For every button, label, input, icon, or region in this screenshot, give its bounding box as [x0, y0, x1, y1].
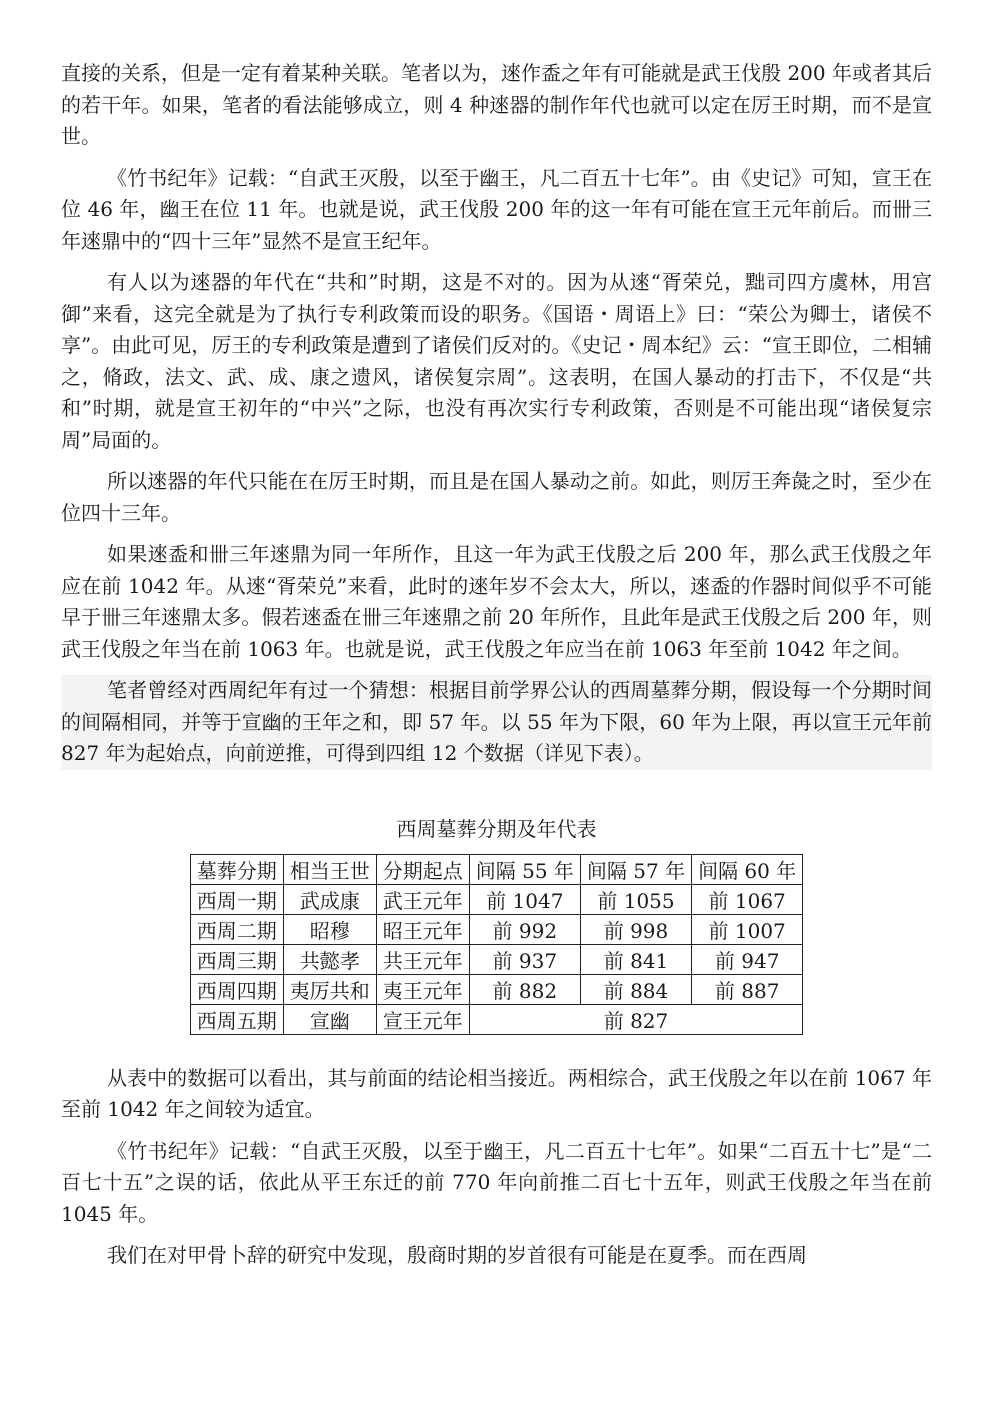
table-cell: 前 992 [469, 914, 580, 944]
table-row [190, 884, 803, 914]
table-cell: 前 1055 [580, 884, 691, 914]
table-row [190, 914, 803, 944]
table-cell: 前 947 [692, 944, 803, 974]
table-cell: 西周二期 [190, 914, 283, 944]
table-cell: 夷厉共和 [283, 974, 376, 1004]
table-cell: 共王元年 [376, 944, 469, 974]
table-cell: 宣王元年 [376, 1004, 469, 1034]
header-cell: 墓葬分期 [190, 854, 283, 884]
table-cell: 武成康 [283, 884, 376, 914]
header-cell: 相当王世 [283, 854, 376, 884]
chronology-table [190, 854, 804, 1035]
table-cell: 前 887 [692, 974, 803, 1004]
paragraph-4: 所以逨器的年代只能在在厉王时期，而且是在国人暴动之前。如此，则厉王奔彘之时，至少在位四十三年。 [61, 469, 932, 525]
paragraph-8: 《竹书纪年》记载：“自武王灭殷，以至于幽王，凡二百五十七年”。如果“二百五十七”是“二百七十五”之误的话，依此从平王东迁的前 770 年向前推二百七十五年，则武王伐殷之年当在前 1045 年。 [61, 1138, 932, 1226]
paragraph-9: 我们在对甲骨卜辞的研究中发现，殷商时期的岁首很有可能是在夏季。而在西周 [107, 1243, 807, 1267]
table-cell: 前 1067 [692, 884, 803, 914]
table-cell: 前 884 [580, 974, 691, 1004]
paragraph-7: 从表中的数据可以看出，其与前面的结论相当接近。两相综合，武王伐殷之年以在前 1067 年至前 1042 年之间较为适宜。 [61, 1065, 932, 1121]
paragraph-2: 《竹书纪年》记载：“自武王灭殷，以至于幽王，凡二百五十七年”。由《史记》可知，宣王在位 46 年，幽王在位 11 年。也就是说，武王伐殷 200 年的这一年有可能在宣王元年前后。而卌三年逨鼎中的“四十三年”显然不是宣王纪年。 [61, 165, 932, 253]
table-cell: 前 882 [469, 974, 580, 1004]
header-cell: 间隔 55 年 [469, 854, 580, 884]
paragraph-5: 如果逨盉和卌三年逨鼎为同一年所作，且这一年为武王伐殷之后 200 年，那么武王伐殷之年应在前 1042 年。从逨“胥荣兑”来看，此时的逨年岁不会太大，所以，逨盉的作器时间似乎不可能早于卌三年逨鼎太多。假若逨盉在卌三年逨鼎之前 20 年所作，且此年是武王伐殷之后 200 年，则武王伐殷之年当在前 1063 年。也就是说，武王伐殷之年应当在前 1063 年至前 1042 年之间。 [61, 542, 932, 661]
table-cell: 西周五期 [190, 1004, 283, 1034]
document-page [61, 58, 932, 1282]
table-cell: 共懿孝 [283, 944, 376, 974]
table-row [190, 974, 803, 1004]
table-cell: 西周四期 [190, 974, 283, 1004]
table-cell-merged: 前 827 [469, 1004, 803, 1034]
table-cell: 前 937 [469, 944, 580, 974]
table-cell: 前 1007 [692, 914, 803, 944]
table-cell: 昭穆 [283, 914, 376, 944]
table-cell: 西周三期 [190, 944, 283, 974]
table-cell: 前 841 [580, 944, 691, 974]
header-cell: 分期起点 [376, 854, 469, 884]
table-cell: 宣幽 [283, 1004, 376, 1034]
table-cell: 前 998 [580, 914, 691, 944]
paragraph-6: 笔者曾经对西周纪年有过一个猜想：根据目前学界公认的西周墓葬分期，假设每一个分期时间的间隔相同，并等于宣幽的王年之和，即 57 年。以 55 年为下限，60 年为上限，再以宣王元年前 827 年为起始点，向前逆推，可得到四组 12 个数据（详见下表）。 [61, 675, 932, 770]
table-cell: 西周一期 [190, 884, 283, 914]
table-cell: 武王元年 [376, 884, 469, 914]
table-row [190, 1004, 803, 1034]
header-cell: 间隔 57 年 [580, 854, 691, 884]
table-title: 西周墓葬分期及年代表 [396, 816, 597, 841]
after-table-section [61, 1063, 932, 1272]
paragraph-1: 直接的关系，但是一定有着某种关联。笔者以为，逨作盉之年有可能就是武王伐殷 200 年或者其后的若干年。如果，笔者的看法能够成立，则 4 种逨器的制作年代也就可以定在厉王时期，而不是宣世。 [61, 61, 932, 148]
table-header-row [190, 854, 803, 884]
table-cell: 前 1047 [469, 884, 580, 914]
header-cell: 间隔 60 年 [692, 854, 803, 884]
table-row [190, 944, 803, 974]
table-cell: 夷王元年 [376, 974, 469, 1004]
paragraph-3: 有人以为逨器的年代在“共和”时期，这是不对的。因为从逨“胥荣兑，黜司四方虞林，用宫御”来看，这完全就是为了执行专利政策而设的职务。《国语・周语上》曰：“荣公为卿士，诸侯不享”。由此可见，厉王的专利政策是遭到了诸侯们反对的。《史记・周本纪》云：“宣王即位，二相辅之，脩政，法文、武、成、康之遗风，诸侯复宗周”。这表明，在国人暴动的打击下，不仅是“共和”时期，就是宣王初年的“中兴”之际，也没有再次实行专利政策，否则是不可能出现“诸侯复宗周”局面的。 [61, 270, 932, 452]
table-cell: 昭王元年 [376, 914, 469, 944]
